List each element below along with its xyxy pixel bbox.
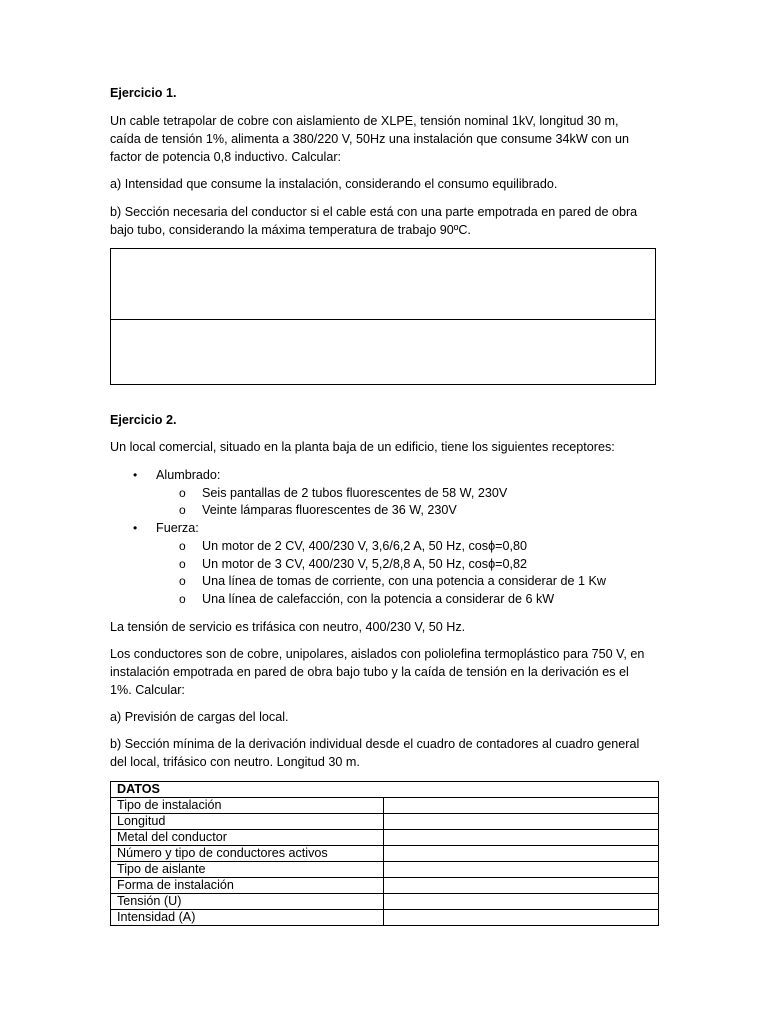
list-item: Seis pantallas de 2 tubos fluorescentes de 58 W, 230V — [202, 486, 508, 500]
list-item: Un motor de 3 CV, 400/230 V, 5,2/8,8 A, 50 Hz, cosϕ=0,82 — [202, 557, 528, 571]
row-label: Número y tipo de conductores activos — [111, 846, 384, 862]
table-row — [111, 830, 659, 846]
table-row — [111, 910, 659, 926]
ejercicio2-conductores-line-1: Los conductores son de cobre, unipolares, aislados con poliolefina termoplástico para 750 V, en — [110, 647, 645, 661]
ejercicio1-statement-line-2: caída de tensión 1%, alimenta a 380/220 V, 50Hz una instalación que consume 34kW con un — [110, 132, 630, 146]
datos-table — [110, 781, 659, 926]
row-value-cell[interactable] — [384, 862, 659, 878]
ejercicio2-title: Ejercicio 2. — [110, 413, 177, 427]
list-item: Una línea de calefacción, con la potencia a considerar de 6 kW — [202, 592, 555, 606]
table-row — [111, 862, 659, 878]
ejercicio2-tension: La tensión de servicio es trifásica con neutro, 400/230 V, 50 Hz. — [110, 620, 466, 634]
sub-bullet-icon: o — [179, 486, 186, 500]
ejercicio2-part-a: a) Previsión de cargas del local. — [110, 710, 289, 724]
row-label: Forma de instalación — [111, 878, 384, 894]
ejercicio1-part-a: a) Intensidad que consume la instalación, considerando el consumo equilibrado. — [110, 177, 558, 191]
ejercicio1-statement-line-3: factor de potencia 0,8 inductivo. Calcular: — [110, 150, 342, 164]
row-label: Longitud — [111, 814, 384, 830]
ejercicio1-statement-line-1: Un cable tetrapolar de cobre con aislamiento de XLPE, tensión nominal 1kV, longitud 30 m, — [110, 114, 619, 128]
row-value-cell[interactable] — [384, 878, 659, 894]
row-value-cell[interactable] — [384, 830, 659, 846]
ejercicio1-part-b-line-1: b) Sección necesaria del conductor si el cable está con una parte empotrada en pared de obra — [110, 205, 638, 219]
row-value-cell[interactable] — [384, 798, 659, 814]
table-row — [111, 814, 659, 830]
row-value-cell[interactable] — [384, 894, 659, 910]
group-label-fuerza: Fuerza: — [156, 521, 199, 535]
ejercicio2-intro: Un local comercial, situado en la planta baja de un edificio, tiene los siguientes receptores: — [110, 440, 615, 454]
ejercicio2-conductores-line-2: instalación empotrada en pared de obra bajo tubo y la caída de tensión en la derivación es el — [110, 665, 629, 679]
row-value-cell[interactable] — [384, 814, 659, 830]
table-header: DATOS — [111, 782, 659, 798]
table-row — [111, 846, 659, 862]
sub-bullet-icon: o — [179, 592, 186, 606]
answer-box-2 — [110, 319, 656, 385]
row-label: Intensidad (A) — [111, 910, 384, 926]
table-row — [111, 798, 659, 814]
bullet-icon: • — [133, 468, 138, 482]
table-row — [111, 878, 659, 894]
row-value-cell[interactable] — [384, 910, 659, 926]
row-value-cell[interactable] — [384, 846, 659, 862]
sub-bullet-icon: o — [179, 503, 186, 517]
ejercicio1-part-b-line-2: bajo tubo, considerando la máxima temperatura de trabajo 90ºC. — [110, 223, 471, 237]
ejercicio1-title: Ejercicio 1. — [110, 86, 177, 100]
table-header-row — [111, 782, 659, 798]
list-item: Una línea de tomas de corriente, con una potencia a considerar de 1 Kw — [202, 574, 606, 588]
row-label: Metal del conductor — [111, 830, 384, 846]
sub-bullet-icon: o — [179, 539, 186, 553]
list-item: Un motor de 2 CV, 400/230 V, 3,6/6,2 A, 50 Hz, cosϕ=0,80 — [202, 539, 528, 553]
bullet-icon: • — [133, 521, 138, 535]
table-row — [111, 894, 659, 910]
sub-bullet-icon: o — [179, 557, 186, 571]
answer-box-1 — [110, 248, 656, 320]
row-label: Tipo de instalación — [111, 798, 384, 814]
ejercicio2-part-b-line-1: b) Sección mínima de la derivación individual desde el cuadro de contadores al cuadro general — [110, 737, 640, 751]
list-item: Veinte lámparas fluorescentes de 36 W, 230V — [202, 503, 457, 517]
group-label-alumbrado: Alumbrado: — [156, 468, 221, 482]
ejercicio2-conductores-line-3: 1%. Calcular: — [110, 683, 185, 697]
row-label: Tensión (U) — [111, 894, 384, 910]
ejercicio2-part-b-line-2: del local, trifásico con neutro. Longitud 30 m. — [110, 755, 360, 769]
sub-bullet-icon: o — [179, 574, 186, 588]
row-label: Tipo de aislante — [111, 862, 384, 878]
